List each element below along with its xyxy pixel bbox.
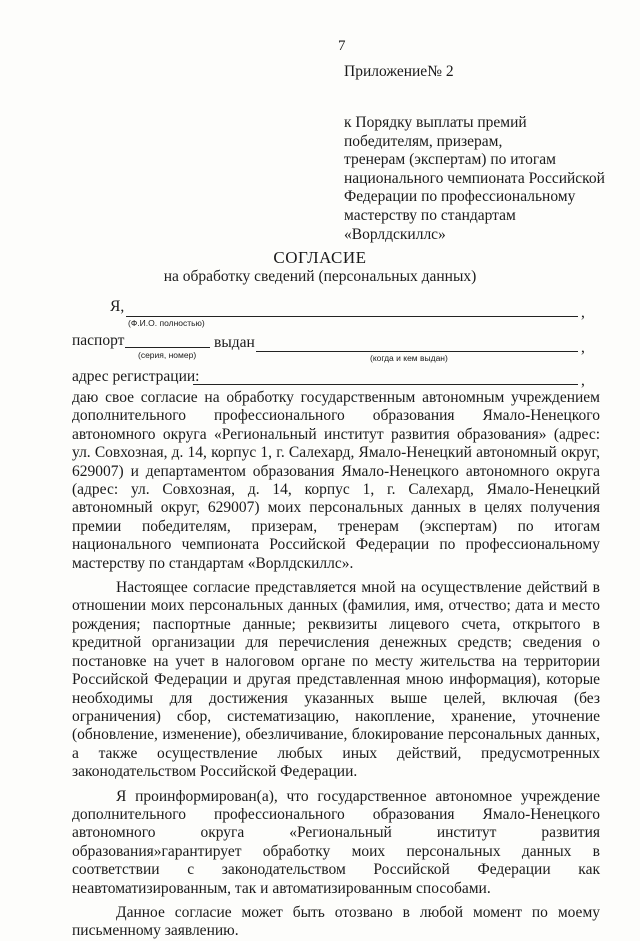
passport-series-field[interactable] — [125, 347, 210, 348]
document-title: СОГЛАСИЕ — [273, 248, 367, 267]
addressee-line: национального чемпионата Российской — [344, 169, 605, 187]
addressee-line: тренерам (экспертам) по итогам — [344, 151, 556, 169]
addressee-line: победителям, призерам, — [344, 132, 503, 150]
i-label: Я, — [110, 298, 125, 315]
address-line-comma: , — [581, 372, 585, 389]
document-subtitle: на обработку сведений (персональных данных) — [163, 268, 477, 285]
fio-hint: (Ф.И.О. полностью) — [128, 318, 205, 328]
addressee-line: мастерству по стандартам — [344, 206, 516, 224]
issued-label: выдан — [214, 334, 255, 351]
issued-hint: (когда и кем выдан) — [370, 353, 448, 363]
addressee-line: «Ворлдскиллс» — [344, 225, 446, 243]
paragraph-revocation: Данное согласие может быть отозвано в любой момент по моему письменному заявлению. — [72, 903, 600, 940]
passport-label: паспорт — [72, 332, 125, 349]
paragraph-scope: Настоящее согласие представляется мной на осуществление действий в отношении моих персональных данных (фамилия, имя, отчество; дата и место рождения; паспортные данные; реквизиты лицевого счета, открытого в кредитной организации для перечисления денежных средств; сведения о постановке на учет в налоговом органе по месту жительства на территории Российской Федерации и другая представленная мною информация), которые необходимы для достижения указанных выше целей, включая (без ограничения) сбор, систематизацию, накопление, хранение, уточнение (обновление, изменение), обезличивание, блокирование персональных данных, а также осуществление любых иных действий, предусмотренных законодательством Российской Федерации. — [72, 579, 600, 781]
addressee-block — [344, 114, 614, 244]
addressee-line: к Порядку выплаты премий — [344, 114, 527, 131]
paragraph-informed: Я проинформирован(а), что государственное автономное учреждение дополнительного профессионального образования Ямало-Ненецкого автономного округа «Региональный институт развития образования»гарантирует обработку моих персональных данных в соответствии с законодательством Российской Федерации как неавтоматизированным, так и автоматизированным способами. — [72, 787, 600, 897]
appendix-heading: Приложение№ 2 — [344, 63, 454, 80]
fio-field[interactable] — [126, 316, 578, 317]
issued-field[interactable] — [256, 351, 578, 352]
page-number: 7 — [338, 38, 346, 54]
address-label: адрес регистрации: — [72, 368, 200, 385]
address-field[interactable] — [193, 384, 578, 385]
issued-line-comma: , — [581, 339, 585, 356]
consent-body — [72, 389, 600, 941]
addressee-line: Федерации по профессиональному — [344, 188, 576, 206]
passport-series-hint: (серия, номер) — [138, 350, 197, 360]
fio-line-comma: , — [581, 304, 585, 321]
paragraph-consent: даю свое согласие на обработку государственным автономным учреждением дополнительного профессионального образования Ямало-Ненецкого автономного округа «Региональный институт развития образования» (адрес: ул. Совхозная, д. 14, корпус 1, г. Салехард, Ямало-Ненецкий автономный округ, 629007) и департаментом образования Ямало-Ненецкого автономного округа (адрес: ул. Совхозная, д. 14, корпус 1, г. Салехард, Ямало-Ненецкий автономный округ, 629007) моих персональных данных в целях получения премии победителям, призерам, тренерам (экспертам) по итогам национального чемпионата Российской Федерации по профессиональному мастерству по стандартам «Ворлдскиллс». — [72, 389, 600, 572]
